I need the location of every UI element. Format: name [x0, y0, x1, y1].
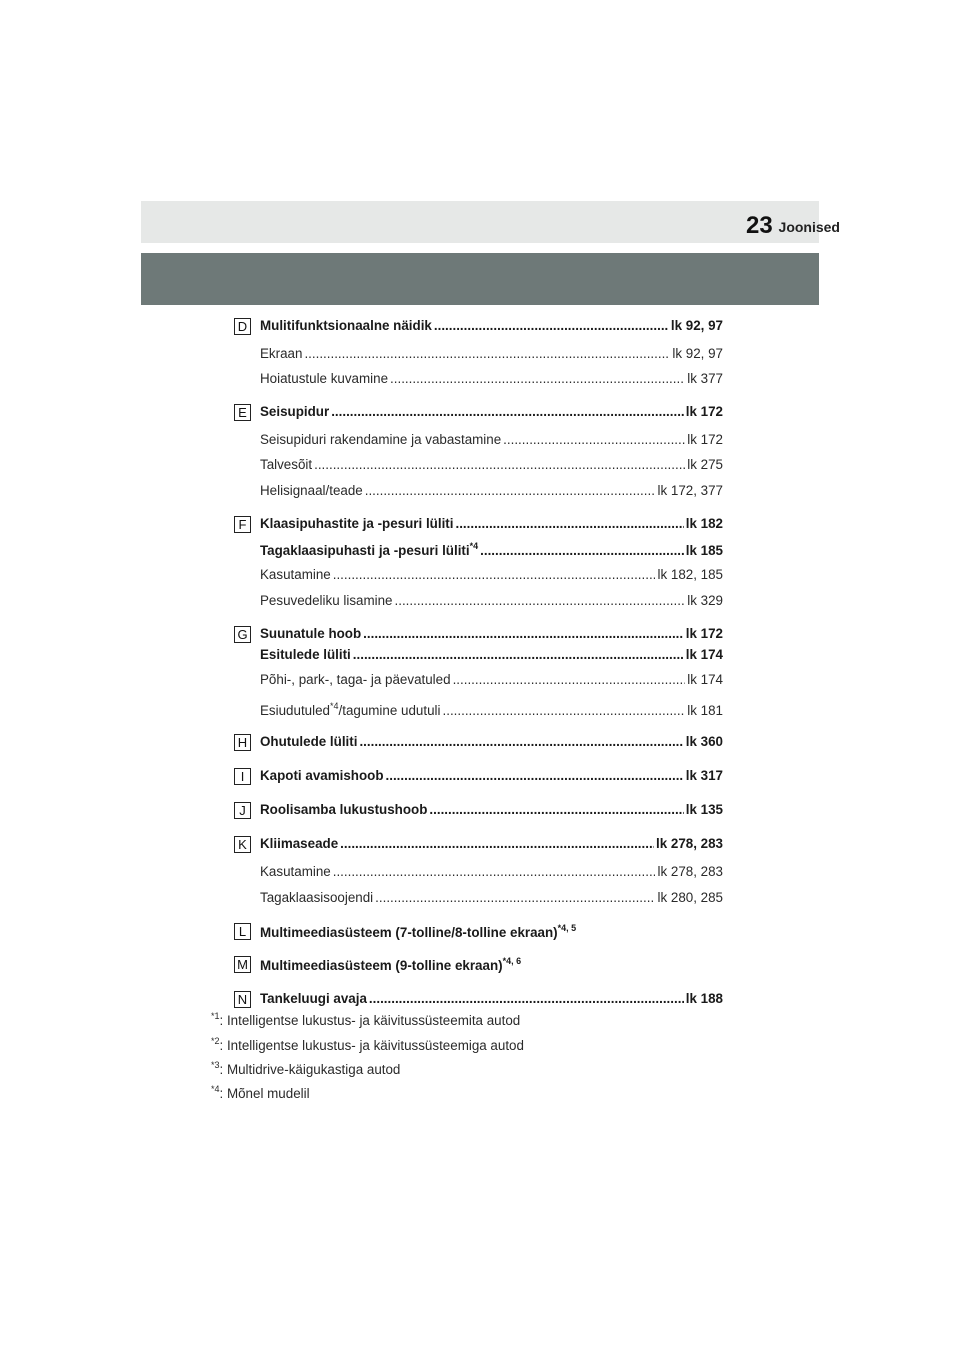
toc-entry-label: Mulitifunktsionaalne näidik	[260, 318, 432, 333]
toc-entry-label: Tagaklaasisoojendi	[260, 890, 374, 905]
toc-entry[interactable]	[260, 734, 723, 749]
toc-entry[interactable]	[260, 672, 723, 687]
toc-entry-label: Roolisamba lukustushoob	[260, 802, 428, 817]
footnote: $^{*4}$: Mõnel mudelil	[211, 1084, 310, 1101]
section-letter-d: D	[234, 318, 251, 335]
footnote: $^{*2}$: Intelligentse lukustus- ja käivitussüsteemiga autod	[211, 1036, 524, 1053]
footnote-mark: *4	[211, 1084, 220, 1094]
section-letter-h: H	[234, 734, 251, 751]
toc-entry-label: Ekraan	[260, 346, 303, 361]
footnote-mark: *3	[211, 1060, 220, 1070]
toc-entry-page: lk 188	[685, 991, 723, 1006]
toc-entry[interactable]	[260, 864, 723, 879]
footnote-mark: *1	[211, 1011, 220, 1021]
toc-entry[interactable]	[260, 318, 723, 333]
dot-leader	[304, 346, 670, 361]
toc-entry[interactable]	[260, 457, 723, 472]
dot-leader	[395, 593, 686, 608]
footnote: $^{*1}$: Intelligentse lukustus- ja käivitussüsteemita autod	[211, 1011, 521, 1028]
footnote: $^{*3}$: Multidrive-käigukastiga autod	[211, 1060, 401, 1077]
toc-entry-label: Tankeluugi avaja	[260, 991, 367, 1006]
footnote-marker: *4	[329, 701, 339, 711]
dot-leader	[429, 802, 683, 817]
toc-entry[interactable]	[260, 432, 723, 447]
toc-entry-label: Seisupiduri rakendamine ja vabastamine	[260, 432, 502, 447]
toc-entry-label: Suunatule hoob	[260, 626, 362, 641]
toc-entry[interactable]	[260, 768, 723, 783]
dot-leader	[314, 457, 685, 472]
footnote-marker: *4, 6	[502, 956, 522, 966]
dot-leader	[455, 516, 683, 531]
dot-leader	[363, 626, 684, 641]
dot-leader	[375, 890, 655, 905]
section-letter-k: K	[234, 836, 251, 853]
toc-entry-label: Pesuvedeliku lisamine	[260, 593, 393, 608]
dot-leader	[333, 864, 656, 879]
toc-entry-label: Seisupidur	[260, 404, 330, 419]
toc-entry-page: lk 317	[685, 768, 723, 783]
dot-leader	[390, 371, 685, 386]
toc-entry[interactable]	[260, 956, 723, 973]
toc-entry-page: lk 185	[685, 543, 723, 558]
toc-entry-label: Esiudutuled$^{*4}$/tagumine udutuli	[260, 701, 441, 718]
header-band	[141, 253, 819, 305]
dot-leader	[333, 567, 656, 582]
toc-entry-page: lk 377	[687, 371, 723, 386]
section-letter-i: I	[234, 768, 251, 785]
dot-leader	[443, 703, 686, 718]
toc-entry-page: lk 172, 377	[657, 483, 723, 498]
section-title: Joonised	[778, 219, 840, 235]
toc-entry[interactable]	[260, 802, 723, 817]
toc-entry[interactable]	[260, 593, 723, 608]
toc-entry-page: lk 275	[687, 457, 723, 472]
toc-entry-page: lk 172	[685, 404, 723, 419]
section-letter-m: M	[234, 956, 251, 973]
toc-entry-label: Ohutulede lüliti	[260, 734, 358, 749]
section-letter-n: N	[234, 991, 251, 1008]
section-letter-j: J	[234, 802, 251, 819]
toc-entry-page: lk 181	[687, 703, 723, 718]
toc-entry[interactable]	[260, 567, 723, 582]
dot-leader	[480, 543, 684, 558]
dot-leader	[365, 483, 656, 498]
toc-entry-label: Kapoti avamishoob	[260, 768, 384, 783]
toc-entry[interactable]	[260, 890, 723, 905]
dot-leader	[340, 836, 654, 851]
section-letter-e: E	[234, 404, 251, 421]
toc-entry-label: Multimeediasüsteem (7-tolline/8-tolline ekraan)$^{*4, 5}$	[260, 923, 577, 940]
toc-entry-label: Kasutamine	[260, 864, 331, 879]
toc-entry-page: lk 182	[685, 516, 723, 531]
toc-entry-label: Kliimaseade	[260, 836, 339, 851]
dot-leader	[369, 991, 684, 1006]
section-letter-l: L	[234, 923, 251, 940]
toc-entry[interactable]	[260, 346, 723, 361]
toc-entry-label: Multimeediasüsteem (9-tolline ekraan)$^{*4, 6}$	[260, 956, 522, 973]
toc-entry[interactable]	[260, 923, 723, 940]
toc-entry-page: lk 360	[685, 734, 723, 749]
toc-entry-label: Klaasipuhastite ja -pesuri lüliti	[260, 516, 454, 531]
toc-entry-page: lk 135	[685, 802, 723, 817]
toc-entry-label: Kasutamine	[260, 567, 331, 582]
toc-entry[interactable]	[260, 626, 723, 641]
dot-leader	[453, 672, 686, 687]
page-number: 23	[746, 212, 773, 239]
toc-entry-label: Tagaklaasipuhasti ja -pesuri lüliti$^{*4}$	[260, 541, 479, 558]
toc-entry[interactable]	[260, 541, 723, 558]
section-letter-f: F	[234, 516, 251, 533]
toc-entry[interactable]	[260, 836, 723, 851]
toc-entry-page: lk 329	[687, 593, 723, 608]
toc-entry-page: lk 92, 97	[672, 346, 723, 361]
dot-leader	[331, 404, 684, 419]
footnote-marker: *4	[469, 541, 479, 551]
header-bar	[141, 201, 819, 243]
dot-leader	[434, 318, 669, 333]
toc-entry-page: lk 92, 97	[670, 318, 723, 333]
toc-entry-label: Hoiatustule kuvamine	[260, 371, 389, 386]
toc-entry[interactable]	[260, 701, 723, 718]
dot-leader	[353, 647, 684, 662]
footnote-marker: *4, 5	[557, 923, 577, 933]
toc-entry-label: Esitulede lüliti	[260, 647, 351, 662]
toc-entry-label: Helisignaal/teade	[260, 483, 363, 498]
dot-leader	[386, 768, 684, 783]
toc-entry-page: lk 278, 283	[657, 864, 723, 879]
toc-entry[interactable]	[260, 483, 723, 498]
toc-entry[interactable]	[260, 371, 723, 386]
toc-entry-page: lk 174	[687, 672, 723, 687]
toc-entry[interactable]	[260, 404, 723, 419]
footnote-mark: *2	[211, 1036, 220, 1046]
toc-entry-label: Talvesõit	[260, 457, 313, 472]
toc-entry[interactable]	[260, 516, 723, 531]
toc-entry-page: lk 280, 285	[657, 890, 723, 905]
toc-entry-page: lk 278, 283	[655, 836, 723, 851]
section-letter-g: G	[234, 626, 251, 643]
dot-leader	[503, 432, 685, 447]
toc-entry-label: Põhi-, park-, taga- ja päevatuled	[260, 672, 451, 687]
toc-entry-page: lk 174	[685, 647, 723, 662]
toc-entry-page: lk 172	[687, 432, 723, 447]
toc-entry[interactable]	[260, 647, 723, 662]
toc-entry[interactable]	[260, 991, 723, 1006]
toc-entry-page: lk 172	[685, 626, 723, 641]
dot-leader	[359, 734, 683, 749]
toc-entry-page: lk 182, 185	[657, 567, 723, 582]
